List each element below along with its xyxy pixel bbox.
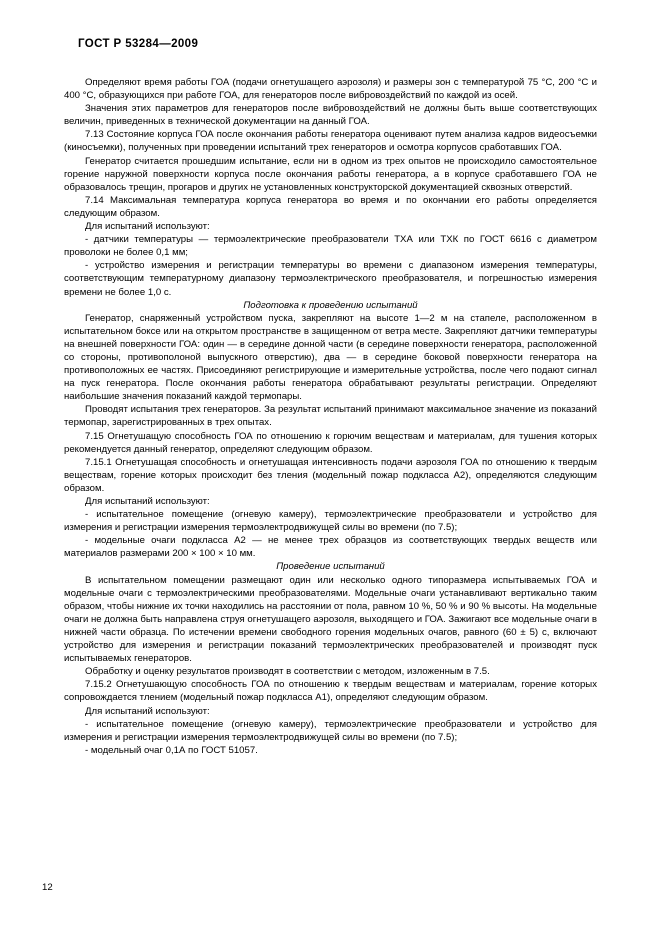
paragraph: - датчики температуры — термоэлектрические преобразователи ТХА или ТХК по ГОСТ 6616 с диаметром проволоки не более 0,1 мм; xyxy=(64,234,597,259)
paragraph: 7.15.1 Огнетушащая способность и огнетушащая интенсивность подачи аэрозоля ГОА по отношению к твердым веществам, горение которых происходит без тления (модельный пожар подкласса А2), определяются следующим образом. xyxy=(64,456,597,494)
paragraph: Значения этих параметров для генераторов после вибровоздействий не должны быть выше соответствующих величин, приведенных в технической документации на данный ГОА. xyxy=(64,103,597,128)
paragraph: - модельный очаг 0,1А по ГОСТ 51057. xyxy=(85,744,258,756)
paragraph: Для испытаний используют: xyxy=(85,705,210,717)
paragraph: Для испытаний используют: xyxy=(85,496,210,507)
paragraph: В испытательном помещении размещают один или несколько одного типоразмера испытываемых ГОА и модельные очаги с термоэлектрическими преобразователями. Модельные очаги устанавливают вертикально таким образом, чтобы нижние их точки находились на расстоянии от пола, равном 10 %, 50 % и 90 % высоты. На модельные очаги не должна быть направлена струя огнетушащего аэрозоля, выходящего и ГОА. Зажигают все модельные очаги в нижней части образца. По истечении времени свободного горения модельных очагов, равного (60 ± 5) с, включают устройство для измерения и регистрации показаний термоэлектрических преобразователей и производят пуск испытываемых генераторов. xyxy=(64,574,597,665)
page-header: ГОСТ Р 53284—2009 xyxy=(78,38,199,50)
paragraph: Генератор считается прошедшим испытание, если ни в одном из трех опытов не происходило самостоятельное горение наружной поверхности корпуса после окончания работы генератора, а в корпусе сработавшего ГОА не образовалось трещин, прогаров и других не установленных конструкторской документацией сквозных отверстий. xyxy=(64,155,597,193)
page-number: 12 xyxy=(42,882,53,893)
paragraph: - устройство измерения и регистрации температуры во времени с диапазоном измерения температуры, соответствующим температурному диапазону термоэлектрического преобразователя, и погрешностью измерения времени не более 1,0 с. xyxy=(64,260,597,298)
paragraph: 7.15 Огнетушащую способность ГОА по отношению к горючим веществам и материалам, для тушения которых рекомендуется данный генератор, определяют следующим образом. xyxy=(64,430,597,455)
paragraph: Проводят испытания трех генераторов. За результат испытаний принимают максимальное значение из показаний термопар, зарегистрированных в трех опытах. xyxy=(64,404,597,429)
paragraph: Определяют время работы ГОА (подачи огнетушащего аэрозоля) и размеры зон с температурой 75 °С, 200 °С и 400 °С, образующихся при работе ГОА, для генераторов после вибровоздействий по каждой из осей. xyxy=(64,77,597,102)
document-body xyxy=(64,76,597,757)
paragraph: Генератор, снаряженный устройством пуска, закрепляют на высоте 1—2 м на стапеле, расположенном в испытательном боксе или на открытом пространстве в защищенном от ветра месте. Закрепляют датчики температуры на внешней поверхности ГОА: один — в середине донной части (в середине поверхности генератора, расположенной со стороны, противополоной выпускного отверстию), два — в середине боковой поверхности генератора на противоположных ее частях. Присоединяют регистрирующие и измерительные устройства, после чего подают сигнал на пуск генератора. После окончания работы генератора обрабатывают результаты регистрации. Определяют наибольшие значения показаний каждой термопары. xyxy=(64,312,597,403)
paragraph: 7.14 Максимальная температура корпуса генератора во время и по окончании его работы определяется следующим образом. xyxy=(64,194,597,219)
paragraph: 7.15.2 Огнетушающую способность ГОА по отношению к твердым веществам и материалам, горение которых сопровождается тлением (модельный пожар подкласса А1), определяют следующим образом. xyxy=(64,679,597,704)
paragraph: Обработку и оценку результатов производят в соответствии с методом, изложенным в 7.5. xyxy=(85,666,490,678)
paragraph: - испытательное помещение (огневую камеру), термоэлектрические преобразователи и устройство для измерения и регистрации измерения термоэлектродвижущей силы во времени (по 7.5); xyxy=(64,718,597,743)
paragraph: 7.13 Состояние корпуса ГОА после окончания работы генератора оценивают путем анализа кадров видеосъемки (киносъемки), полученных при проведении испытаний трех генераторов и осмотра корпусов сработавших ГОА. xyxy=(64,129,597,154)
paragraph: Для испытаний используют: xyxy=(85,221,210,233)
paragraph: - модельные очаги подкласса А2 — не менее трех образцов из соответствующих твердых веществ или материалов размерами 200 × 100 × 10 мм. xyxy=(64,535,597,560)
section-subheading: Подготовка к проведению испытаний xyxy=(243,299,418,311)
section-subheading: Проведение испытаний xyxy=(276,561,385,573)
paragraph: - испытательное помещение (огневую камеру), термоэлектрические преобразователи и устройство для измерения и регистрации измерения термоэлектродвижущей силы во времени (по 7.5); xyxy=(64,509,597,534)
